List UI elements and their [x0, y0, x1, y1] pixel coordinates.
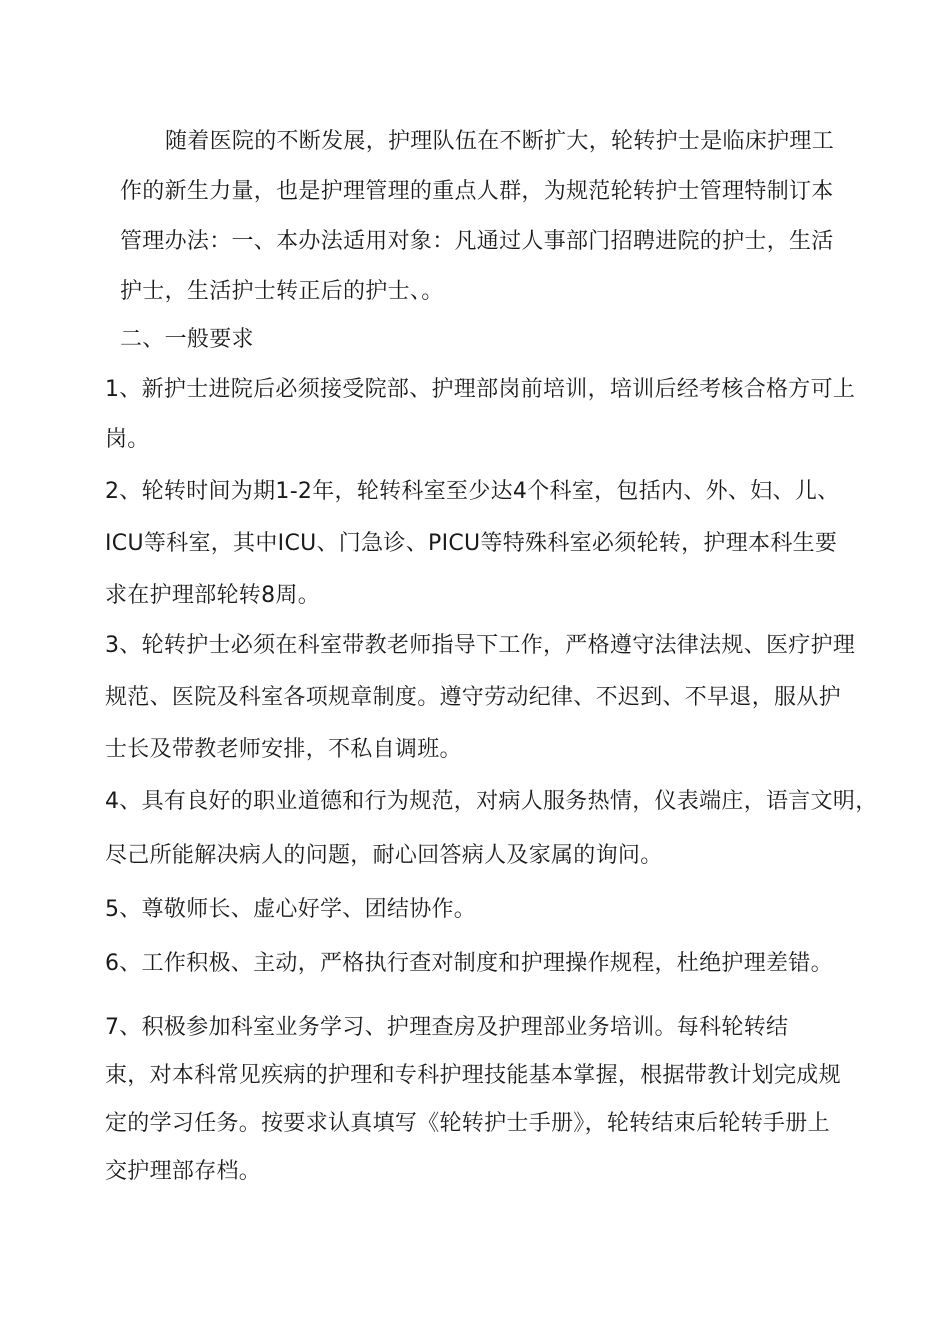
list-item-line: 4、具有良好的职业道德和行为规范，对病人服务热情，仪表端庄，语言文明，	[105, 789, 878, 814]
list-item-line: 5、尊敬师长、虚心好学、团结协作。	[105, 897, 477, 922]
list-item-line: 3、轮转护士必须在科室带教老师指导下工作，严格遵守法律法规、医疗护理	[105, 633, 856, 658]
list-item-line: 1、新护士进院后必须接受院部、护理部岗前培训，培训后经考核合格方可上	[105, 377, 856, 402]
list-item-line: 7、积极参加科室业务学习、护理查房及护理部业务培训。每科轮转结	[105, 1015, 789, 1040]
list-item-line: 交护理部存档。	[105, 1159, 262, 1184]
list-item-line: 定的学习任务。按要求认真填写《轮转护士手册》，轮转结束后轮转手册上	[105, 1111, 830, 1136]
list-item-line: 求在护理部轮转8周。	[105, 583, 320, 608]
list-item-line: 岗。	[105, 427, 150, 452]
list-item-line: ICU等科室，其中ICU、门急诊、PICU等特殊科室必须轮转，护理本科生要	[105, 531, 838, 556]
section-heading: 二、一般要求	[120, 327, 254, 352]
list-item-line: 2、轮转时间为期1-2年，轮转科室至少达4个科室，包括内、外、妇、儿、	[105, 479, 840, 504]
list-item-line: 规范、医院及科室各项规章制度。遵守劳动纪律、不迟到、不早退，服从护	[105, 685, 841, 710]
list-item-line: 尽己所能解决病人的问题，耐心回答病人及家属的询问。	[105, 843, 663, 868]
intro-line: 管理办法：一、本办法适用对象：凡通过人事部门招聘进院的护士，生活	[120, 229, 834, 254]
intro-line: 随着医院的不断发展，护理队伍在不断扩大，轮转护士是临床护理工	[165, 129, 835, 154]
list-item-line: 士长及带教老师安排，不私自调班。	[105, 737, 462, 762]
intro-line: 护士，生活护士转正后的护士、。	[120, 279, 444, 304]
intro-line: 作的新生力量，也是护理管理的重点人群，为规范轮转护士管理特制订本	[120, 179, 834, 204]
list-item-line: 束，对本科常见疾病的护理和专科护理技能基本掌握，根据带教计划完成规	[105, 1063, 841, 1088]
list-item-line: 6、工作积极、主动，严格执行查对制度和护理操作规程，杜绝护理差错。	[105, 951, 833, 976]
